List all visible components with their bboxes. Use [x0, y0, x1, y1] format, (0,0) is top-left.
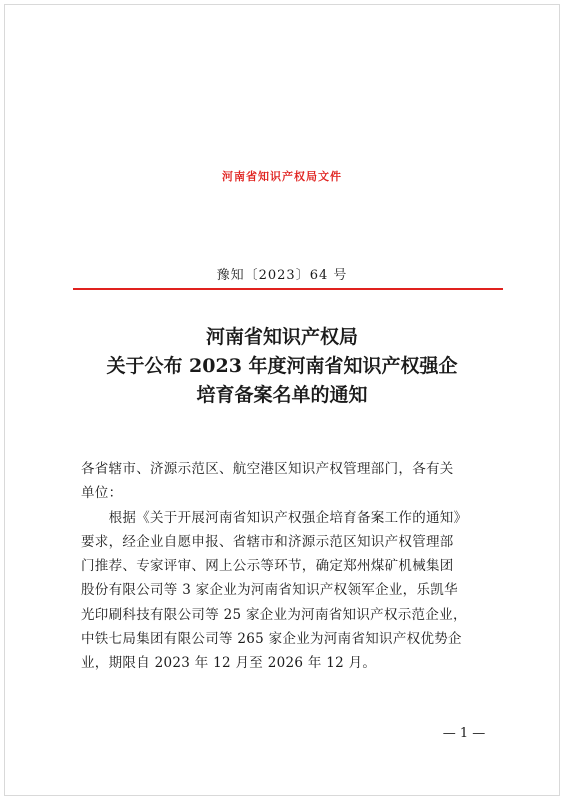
document-body	[81, 457, 503, 676]
document-title	[5, 323, 559, 410]
document-number: 豫知〔2023〕64 号	[216, 268, 348, 283]
body-line: 光印刷科技有限公司等 25 家企业为河南省知识产权示范企业，	[81, 606, 467, 623]
title-line: 关于公布 2023 年度河南省知识产权强企	[106, 355, 458, 377]
body-line: 业，期限自 2023 年 12 月至 2026 年 12 月。	[81, 655, 377, 672]
body-line: 单位：	[81, 485, 123, 502]
body-line: 股份有限公司等 3 家企业为河南省知识产权领军企业，乐凯华	[81, 582, 458, 599]
body-line: 根据《关于开展河南省知识产权强企培育备案工作的通知》	[81, 509, 468, 526]
document-header: 河南省知识产权局文件	[222, 170, 342, 183]
page-number: — 1 —	[442, 726, 486, 741]
body-line: 各省辖市、济源示范区、航空港区知识产权管理部门，各有关	[81, 461, 454, 477]
body-line: 中铁七局集团有限公司等 265 家企业为河南省知识产权优势企	[81, 631, 462, 648]
red-divider	[73, 288, 503, 290]
body-line: 要求，经企业自愿申报、省辖市和济源示范区知识产权管理部	[81, 533, 454, 550]
document-page	[4, 4, 560, 796]
body-line: 门推荐、专家评审、网上公示等环节，确定郑州煤矿机械集团	[81, 558, 454, 575]
title-line: 培育备案名单的通知	[196, 384, 368, 406]
title-line: 河南省知识产权局	[205, 326, 358, 348]
